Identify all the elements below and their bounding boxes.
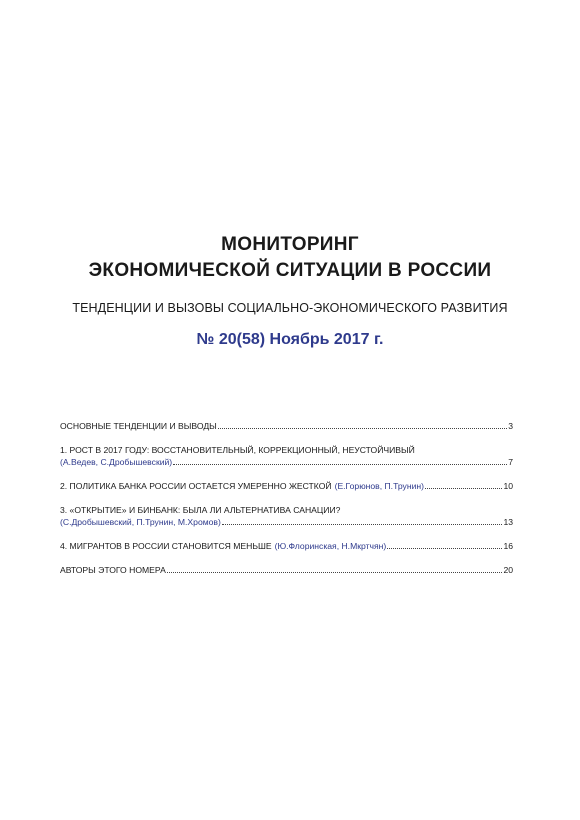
toc-leader-dots [218,420,507,429]
toc-entry-title: ОСНОВНЫЕ ТЕНДЕНЦИИ И ВЫВОДЫ [60,421,217,431]
toc-entry-title: АВТОРЫ ЭТОГО НОМЕРА [60,565,166,575]
title-line-2: ЭКОНОМИЧЕСКОЙ СИТУАЦИИ В РОССИИ [88,260,492,281]
title-line-1: МОНИТОРИНГ [221,234,359,255]
table-of-contents [60,420,513,588]
toc-entry-authors: (Е.Горюнов, П.Трунин) [334,481,424,491]
subtitle: ТЕНДЕНЦИИ И ВЫЗОВЫ СОЦИАЛЬНО-ЭКОНОМИЧЕСКОГО РАЗВИТИЯ [72,301,508,315]
toc-entry-authors: (С.Дробышевский, П.Трунин, М.Хромов) [60,517,221,527]
toc-entry-page: 20 [503,565,513,575]
toc-entry-title: 4. МИГРАНТОВ В РОССИИ СТАНОВИТСЯ МЕНЬШЕ [60,541,272,551]
toc-leader-dots [167,564,503,573]
toc-entry-migrants[interactable] [60,540,513,552]
toc-entry-main-trends[interactable] [60,420,513,432]
toc-entry-title: 1. РОСТ В 2017 ГОДУ: ВОССТАНОВИТЕЛЬНЫЙ, КОРРЕКЦИОННЫЙ, НЕУСТОЙЧИВЫЙ [60,445,415,455]
toc-entry-page: 13 [503,517,513,527]
issue-number: № 20(58) Ноябрь 2017 г. [196,331,384,348]
toc-entry-title: 2. ПОЛИТИКА БАНКА РОССИИ ОСТАЕТСЯ УМЕРЕННО ЖЕСТКОЙ [60,481,332,491]
toc-entry-authors: (А.Ведев, С.Дробышевский) [60,457,173,467]
toc-leader-dots [425,480,502,489]
toc-leader-dots [222,516,503,525]
toc-entry-page: 7 [508,457,513,467]
toc-entry-title: 3. «ОТКРЫТИЕ» И БИНБАНК: БЫЛА ЛИ АЛЬТЕРНАТИВА САНАЦИИ? [60,505,341,515]
toc-entry-authors-of-issue[interactable] [60,564,513,576]
toc-entry-authors: (Ю.Флоринская, Н.Мкртчян) [274,541,387,551]
toc-entry-growth-2017[interactable] [60,444,513,468]
toc-entry-page: 16 [503,541,513,551]
toc-entry-page: 10 [503,481,513,491]
toc-entry-page: 3 [508,421,513,431]
toc-entry-otkritie-binbank[interactable] [60,504,513,528]
toc-entry-bank-policy[interactable] [60,480,513,492]
toc-leader-dots [387,540,502,549]
toc-leader-dots [173,456,507,465]
